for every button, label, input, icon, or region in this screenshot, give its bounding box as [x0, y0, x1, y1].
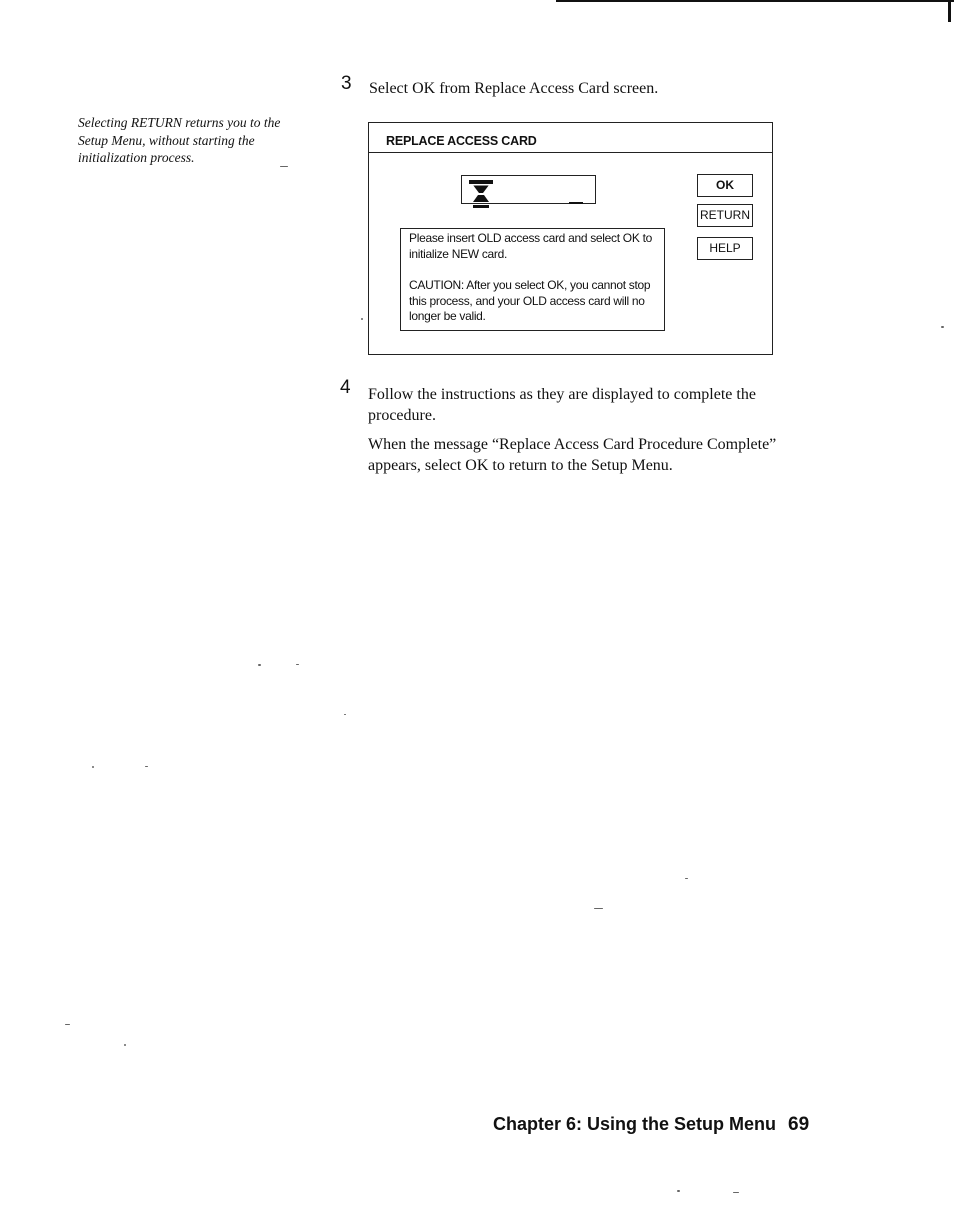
scan-speck: [941, 326, 944, 328]
scan-speck: [258, 664, 261, 666]
replace-access-card-screen: [368, 122, 773, 355]
scan-speck: [280, 166, 288, 167]
page-number: 69: [788, 1114, 810, 1135]
step-3-number: 3: [341, 73, 352, 94]
scan-speck: [733, 1192, 739, 1193]
scan-speck: [296, 664, 299, 665]
scan-speck: [92, 766, 94, 768]
scan-speck: [344, 714, 346, 715]
scan-speck: [361, 318, 363, 320]
top-edge-mark: [948, 0, 951, 22]
scan-speck: [145, 766, 148, 767]
scan-speck: [677, 1190, 680, 1192]
chapter-title: Chapter 6: Using the Setup Menu: [493, 1114, 777, 1134]
step-4-number: 4: [340, 377, 351, 398]
side-note: Selecting RETURN returns you to the Setup Menu, without starting the initialization process.: [78, 115, 281, 165]
scan-speck: [65, 1024, 70, 1025]
ok-button[interactable]: OK: [697, 174, 753, 197]
page-footer: [493, 1114, 809, 1136]
scan-speck: [124, 1044, 126, 1046]
top-rule: [556, 0, 954, 2]
help-button[interactable]: HELP: [697, 237, 753, 260]
scan-speck: [594, 908, 603, 909]
step-3-text: Select OK from Replace Access Card screen.: [369, 80, 659, 97]
insert-card-message: Please insert OLD access card and select OK to initialize NEW card.: [409, 231, 652, 261]
scan-speck: [685, 878, 688, 879]
return-button[interactable]: RETURN: [697, 204, 753, 227]
message-box: [400, 228, 665, 331]
step-4-instructions: Follow the instructions as they are displayed to complete the procedure.: [368, 386, 756, 424]
card-slot-marker: [569, 202, 583, 204]
caution-message: CAUTION: After you select OK, you cannot stop this process, and your OLD access card will no longer be valid.: [409, 278, 651, 323]
card-slot: [461, 175, 596, 204]
screen-title: REPLACE ACCESS CARD: [369, 123, 772, 153]
access-card-icon: [467, 179, 497, 209]
step-4-completion: When the message “Replace Access Card Procedure Complete” appears, select OK to return to the Setup Menu.: [368, 436, 777, 474]
